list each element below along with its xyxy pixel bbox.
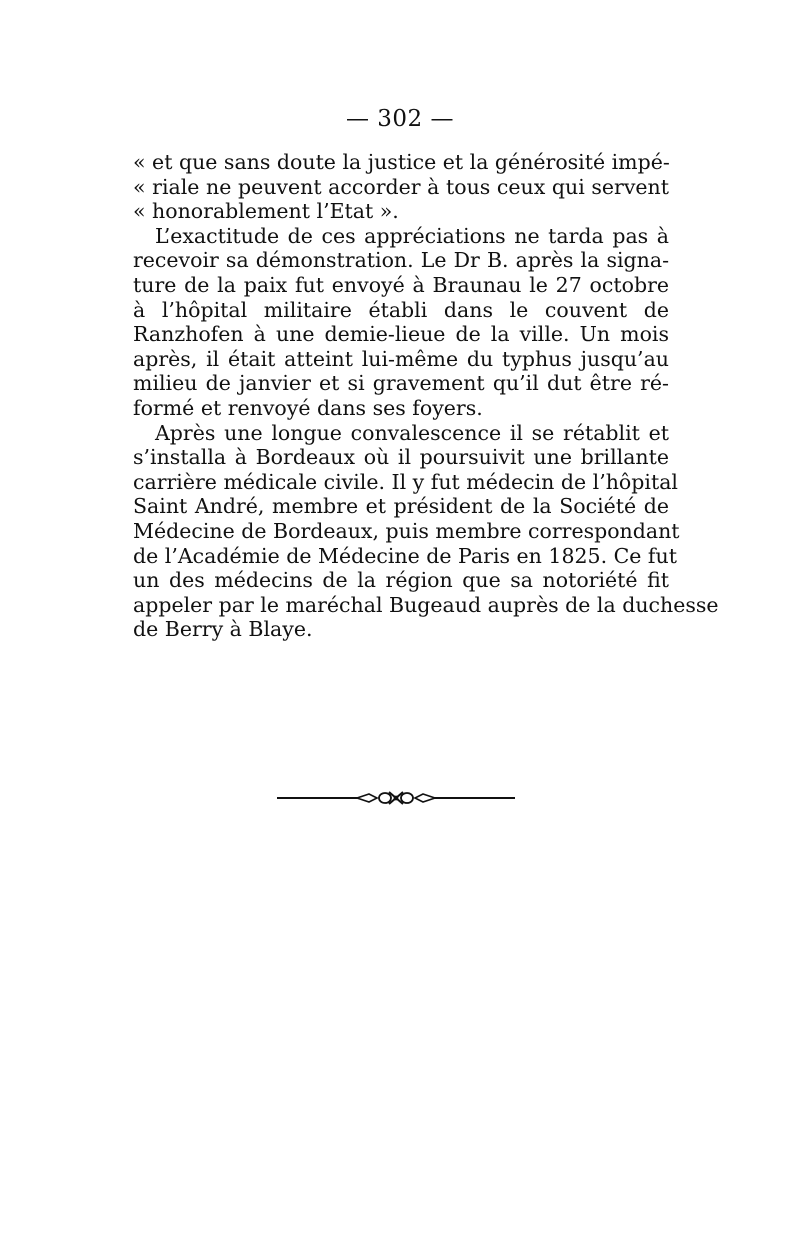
text-line: à l’hôpital militaire établi dans le couvent de — [133, 297, 669, 322]
text-line: Après une longue convalescence il se rétablit et — [155, 420, 669, 445]
text-line: de l’Académie de Médecine de Paris en 1825. Ce fut — [133, 543, 677, 568]
text-line: L’exactitude de ces appréciations ne tarda pas à — [155, 223, 669, 248]
text-line: après, il était atteint lui-même du typhus jusqu’au — [133, 346, 669, 371]
tailpiece-ornament-icon — [277, 786, 515, 810]
text-line: de Berry à Blaye. — [133, 617, 313, 642]
text-line: Ranzhofen à une demie-lieue de la ville. Un mois — [133, 322, 669, 347]
text-line: carrière médicale civile. Il y fut médecin de l’hôpital — [133, 469, 678, 494]
text-line: Saint André, membre et président de la Société de — [133, 494, 669, 519]
text-line: recevoir sa démonstration. Le Dr B. après la signa- — [133, 248, 669, 273]
text-line: formé et renvoyé dans ses foyers. — [133, 395, 483, 420]
text-line: s’installa à Bordeaux où il poursuivit une brillante — [133, 445, 669, 470]
text-line: « honorablement l’Etat ». — [133, 199, 399, 224]
text-line: « et que sans doute la justice et la générosité impé- — [133, 150, 670, 174]
text-line: ture de la paix fut envoyé à Braunau le 27 octobre — [133, 272, 669, 297]
text-line: milieu de janvier et si gravement qu’il dut être ré- — [133, 371, 669, 396]
page-body-text — [133, 150, 719, 642]
text-line: « riale ne peuvent accorder à tous ceux qui servent — [133, 174, 669, 199]
page-number: — 302 — — [345, 106, 455, 132]
text-line: un des médecins de la région que sa notoriété fit — [133, 568, 669, 593]
text-line: appeler par le maréchal Bugeaud auprès de la duchesse — [133, 592, 719, 617]
text-line: Médecine de Bordeaux, puis membre correspondant — [133, 518, 680, 543]
